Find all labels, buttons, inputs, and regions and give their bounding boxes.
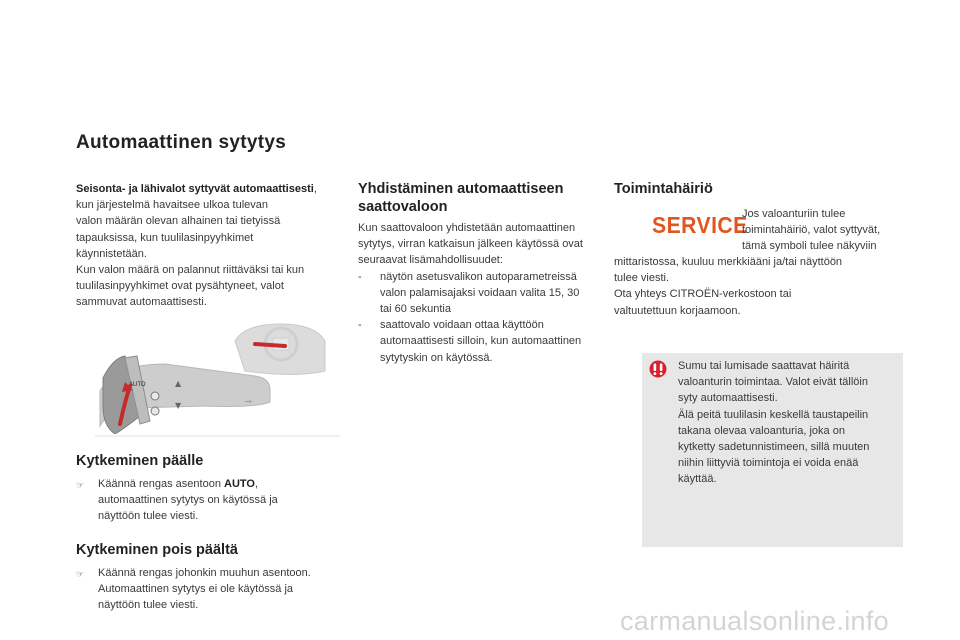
warning-text <box>678 358 900 488</box>
on-line: automaattinen sytytys on käytössä ja <box>98 494 278 507</box>
list-item <box>358 317 628 366</box>
on-text <box>76 476 351 525</box>
on-auto: AUTO <box>224 478 255 490</box>
warning-line: Sumu tai lumisade saattavat häiritä <box>678 360 850 372</box>
fault-heading: Toimintahäiriö <box>614 181 713 197</box>
list-item-line: valon palamisajaksi voidaan valita 15, 30 <box>380 286 580 299</box>
warning-line: kytketty sadetunnistimeen, sillä muuten <box>678 441 870 454</box>
warning-line: syty automaattisesti. <box>678 392 778 405</box>
follow-me-heading-line: saattovaloon <box>358 199 448 215</box>
warning-line: takana olevaa valoanturia, joka on <box>678 424 845 437</box>
intro-line: sammuvat automaattisesti. <box>76 296 207 309</box>
follow-me-list <box>358 269 628 366</box>
service-warning-icon: SERVICE <box>652 212 748 238</box>
intro-line: tuulilasinpyyhkimet ovat pysähtyneet, valot <box>76 280 284 293</box>
svg-text:▼: ▼ <box>175 401 182 410</box>
watermark: carmanualsonline.info <box>620 606 889 636</box>
warning-line: niihin liittyviä toimintoja ei voida enää <box>678 457 859 470</box>
intro-line: Kun valon määrä on palannut riittäväksi tai kun <box>76 264 305 277</box>
follow-me-line: seuraavat lisämahdollisuudet: <box>358 254 503 267</box>
on-line: näyttöön tulee viesti. <box>98 510 199 523</box>
off-line: näyttöön tulee viesti. <box>98 599 199 612</box>
fault-line: valtuutettuun korjaamoon. <box>614 304 741 317</box>
svg-text:⊸: ⊸ <box>245 397 252 406</box>
follow-me-line: sytytys, virran katkaisun jälkeen käytössä ovat <box>358 238 583 251</box>
intro-lead: Seisonta- ja lähivalot syttyvät automaattisesti <box>76 183 314 195</box>
fault-line: tulee viesti. <box>614 272 670 285</box>
follow-me-heading-line: Yhdistäminen automaattiseen <box>358 181 564 197</box>
fault-side-text <box>742 206 912 255</box>
list-item-line: sytytyskin on käytössä. <box>380 351 493 364</box>
arrow-bullet-icon: ☞ <box>76 480 85 490</box>
off-bullet <box>76 565 356 614</box>
follow-me-text <box>358 220 628 366</box>
on-bullet <box>76 476 351 525</box>
list-item-line: - saattovalo voidaan ottaa käyttöön <box>380 319 544 332</box>
off-heading: Kytkeminen pois päältä <box>76 542 238 558</box>
page-title: Automaattinen sytytys <box>76 132 287 153</box>
intro-text <box>76 181 346 311</box>
on-pre: Käännä rengas asentoon <box>98 478 224 490</box>
illustration-auto-label: AUTO <box>129 382 146 388</box>
warning-line: valoanturin toimintaa. Valot eivät tällöin <box>678 376 868 389</box>
intro-lead-line <box>76 181 346 197</box>
list-item <box>358 269 628 318</box>
list-item-line: tai 60 sekuntia <box>380 303 451 316</box>
fault-side-line: Jos valoanturiin tulee <box>742 208 846 220</box>
on-first-line <box>98 476 351 492</box>
on-heading: Kytkeminen päälle <box>76 453 204 469</box>
fault-text <box>614 254 914 319</box>
on-post: , <box>254 478 259 490</box>
follow-me-line: Kun saattovaloon yhdistetään automaattinen <box>358 222 576 234</box>
intro-line: käynnistetään. <box>76 247 147 260</box>
fault-side-line: tämä symboli tulee näkyviin <box>742 240 877 253</box>
off-text <box>76 565 356 614</box>
intro-line: valon määrän olevan alhainen tai tietyissä <box>76 215 281 228</box>
list-item-line: - näytön asetusvalikon autoparametreissä <box>380 270 577 283</box>
off-line: Käännä rengas johonkin muuhun asentoon. <box>98 567 311 579</box>
svg-text:▲: ▲ <box>175 379 182 388</box>
intro-line: tapauksissa, kun tuulilasinpyyhkimet <box>76 231 254 244</box>
list-item-line: automaattisesti silloin, kun automaattinen <box>380 335 582 348</box>
warning-line: käyttää. <box>678 473 717 486</box>
fault-line: Ota yhteys CITROËN-verkostoon tai <box>614 288 792 301</box>
steering-stalk-illustration <box>95 316 340 446</box>
fault-side-line: toimintahäiriö, valot syttyvät, <box>742 224 881 237</box>
intro-line: kun järjestelmä havaitsee ulkoa tulevan <box>76 199 269 212</box>
off-line: Automaattinen sytytys ei ole käytössä ja <box>98 583 294 596</box>
intro-lead-tail: , <box>313 183 317 195</box>
warning-line: Älä peitä tuulilasin keskellä taustapeilin <box>678 408 869 421</box>
warning-exclamation-icon <box>648 360 668 378</box>
arrow-bullet-icon: ☞ <box>76 569 85 579</box>
fault-line: mittaristossa, kuuluu merkkiääni ja/tai näyttöön <box>614 256 843 268</box>
follow-me-heading <box>358 180 563 216</box>
